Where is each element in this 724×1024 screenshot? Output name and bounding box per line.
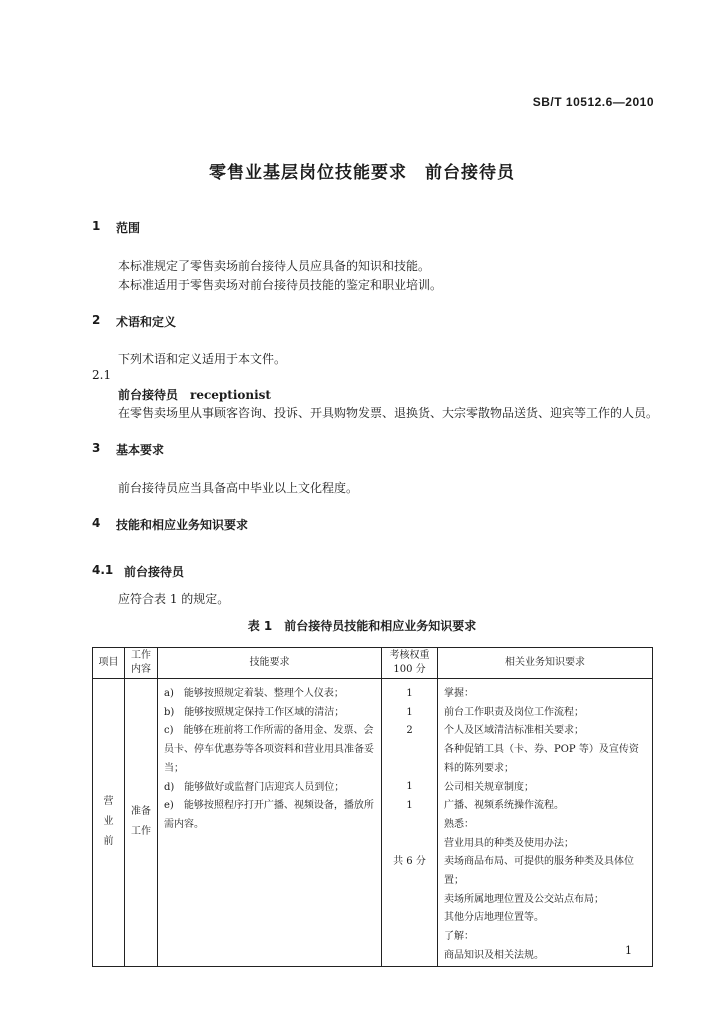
- knowledge-line: 其他分店地理位置等。: [444, 912, 544, 924]
- page-number: 1: [625, 944, 632, 957]
- term-receptionist: 前台接待员 receptionist: [118, 388, 271, 402]
- cell-work-content: [125, 679, 158, 967]
- knowledge-line: 公司相关规章制度；: [444, 781, 534, 793]
- table-header-row: [93, 648, 653, 679]
- section-1-number: 1: [92, 219, 101, 233]
- skill-c: c) 能够在班前将工作所需的备用金、发票、会员卡、停车优惠券等各项资料和营业用具准备妥当；: [164, 725, 374, 774]
- header-knowledge: 相关业务知识要求: [438, 648, 653, 679]
- knowledge-line: 广播、视频系统操作流程。: [444, 800, 564, 812]
- item-char-3: 前: [103, 836, 114, 848]
- weight-d: 1: [406, 781, 413, 793]
- skill-e: e) 能够按照程序打开广播、视频设备，播放所需内容。: [164, 800, 374, 830]
- knowledge-line: 卖场所属地理位置及公交站点布局；: [444, 893, 604, 905]
- section-2-heading: 术语和定义: [116, 315, 177, 329]
- knowledge-line: 商品知识及相关法规。: [444, 949, 544, 961]
- section-1-paragraph-2: 本标准适用于零售卖场对前台接待员技能的鉴定和职业培训。: [118, 278, 443, 292]
- section-1-heading: 范围: [116, 221, 141, 235]
- section-4-heading: 技能和相应业务知识要求: [116, 518, 249, 532]
- item-char-1: 营: [103, 796, 114, 808]
- section-4-paragraph: 应符合表 1 的规定。: [118, 592, 230, 606]
- knowledge-line: 掌握：: [444, 688, 474, 699]
- document-title: 零售业基层岗位技能要求 前台接待员: [209, 163, 515, 183]
- section-4-1-heading: 前台接待员: [124, 565, 185, 579]
- skill-b: b) 能够按照规定保持工作区域的清洁；: [164, 706, 345, 718]
- content-line-2: 工作: [131, 826, 151, 838]
- section-4-number: 4: [92, 516, 101, 530]
- header-weight: [382, 648, 438, 679]
- cell-knowledge: [438, 679, 653, 967]
- cell-weights: [382, 679, 438, 967]
- section-1-paragraph-1: 本标准规定了零售卖场前台接待人员应具备的知识和技能。: [118, 259, 431, 273]
- skill-d: d) 能够做好或监督门店迎宾人员到位；: [164, 781, 345, 793]
- requirements-table: [92, 647, 653, 967]
- weight-c: 2: [406, 725, 413, 737]
- header-skills: 技能要求: [158, 648, 382, 679]
- section-3-heading: 基本要求: [116, 443, 165, 457]
- weight-a: 1: [406, 688, 413, 699]
- item-char-2: 业: [103, 816, 114, 828]
- standard-number: SB/T 10512.6—2010: [532, 95, 654, 109]
- table-row: [93, 679, 653, 967]
- skill-a: a) 能够按照规定着装、整理个人仪表；: [164, 688, 344, 699]
- header-work-content: [125, 648, 158, 679]
- section-2-number: 2: [92, 313, 101, 327]
- header-weight-line-2: 100 分: [393, 664, 426, 675]
- section-4-1-number: 4.1: [92, 563, 114, 577]
- section-3-number: 3: [92, 441, 101, 455]
- header-item: 项目: [93, 648, 125, 679]
- knowledge-line: 营业用具的种类及使用办法；: [444, 837, 574, 849]
- weight-e: 1: [406, 800, 413, 812]
- weight-b: 1: [406, 706, 413, 718]
- cell-skills: [158, 679, 382, 967]
- term-definition: 在零售卖场里从事顾客咨询、投诉、开具购物发票、退换货、大宗零散物品送货、迎宾等工作的人员。: [118, 406, 659, 420]
- cell-item: [93, 679, 125, 967]
- weight-total: 共 6 分: [393, 856, 426, 868]
- header-work-content-line-2: 内容: [131, 664, 151, 675]
- section-2-paragraph: 下列术语和定义适用于本文件。: [118, 352, 287, 366]
- knowledge-line: 各种促销工具（卡、券、POP 等）及宣传资料的陈列要求；: [444, 744, 639, 774]
- section-3-paragraph: 前台接待员应当具备高中毕业以上文化程度。: [118, 481, 359, 495]
- content-line-1: 准备: [131, 806, 151, 818]
- knowledge-line: 了解：: [444, 931, 474, 943]
- knowledge-line: 个人及区域清洁标准相关要求；: [444, 725, 584, 737]
- header-work-content-line-1: 工作: [131, 650, 151, 661]
- knowledge-line: 前台工作职责及岗位工作流程；: [444, 706, 584, 718]
- header-weight-line-1: 考核权重: [389, 650, 430, 661]
- table-caption: 表 1 前台接待员技能和相应业务知识要求: [247, 619, 477, 633]
- knowledge-line: 卖场商品布局、可提供的服务种类及具体位置；: [444, 856, 634, 887]
- knowledge-line: 熟悉：: [444, 818, 474, 830]
- section-2-1-number: 2.1: [92, 368, 112, 382]
